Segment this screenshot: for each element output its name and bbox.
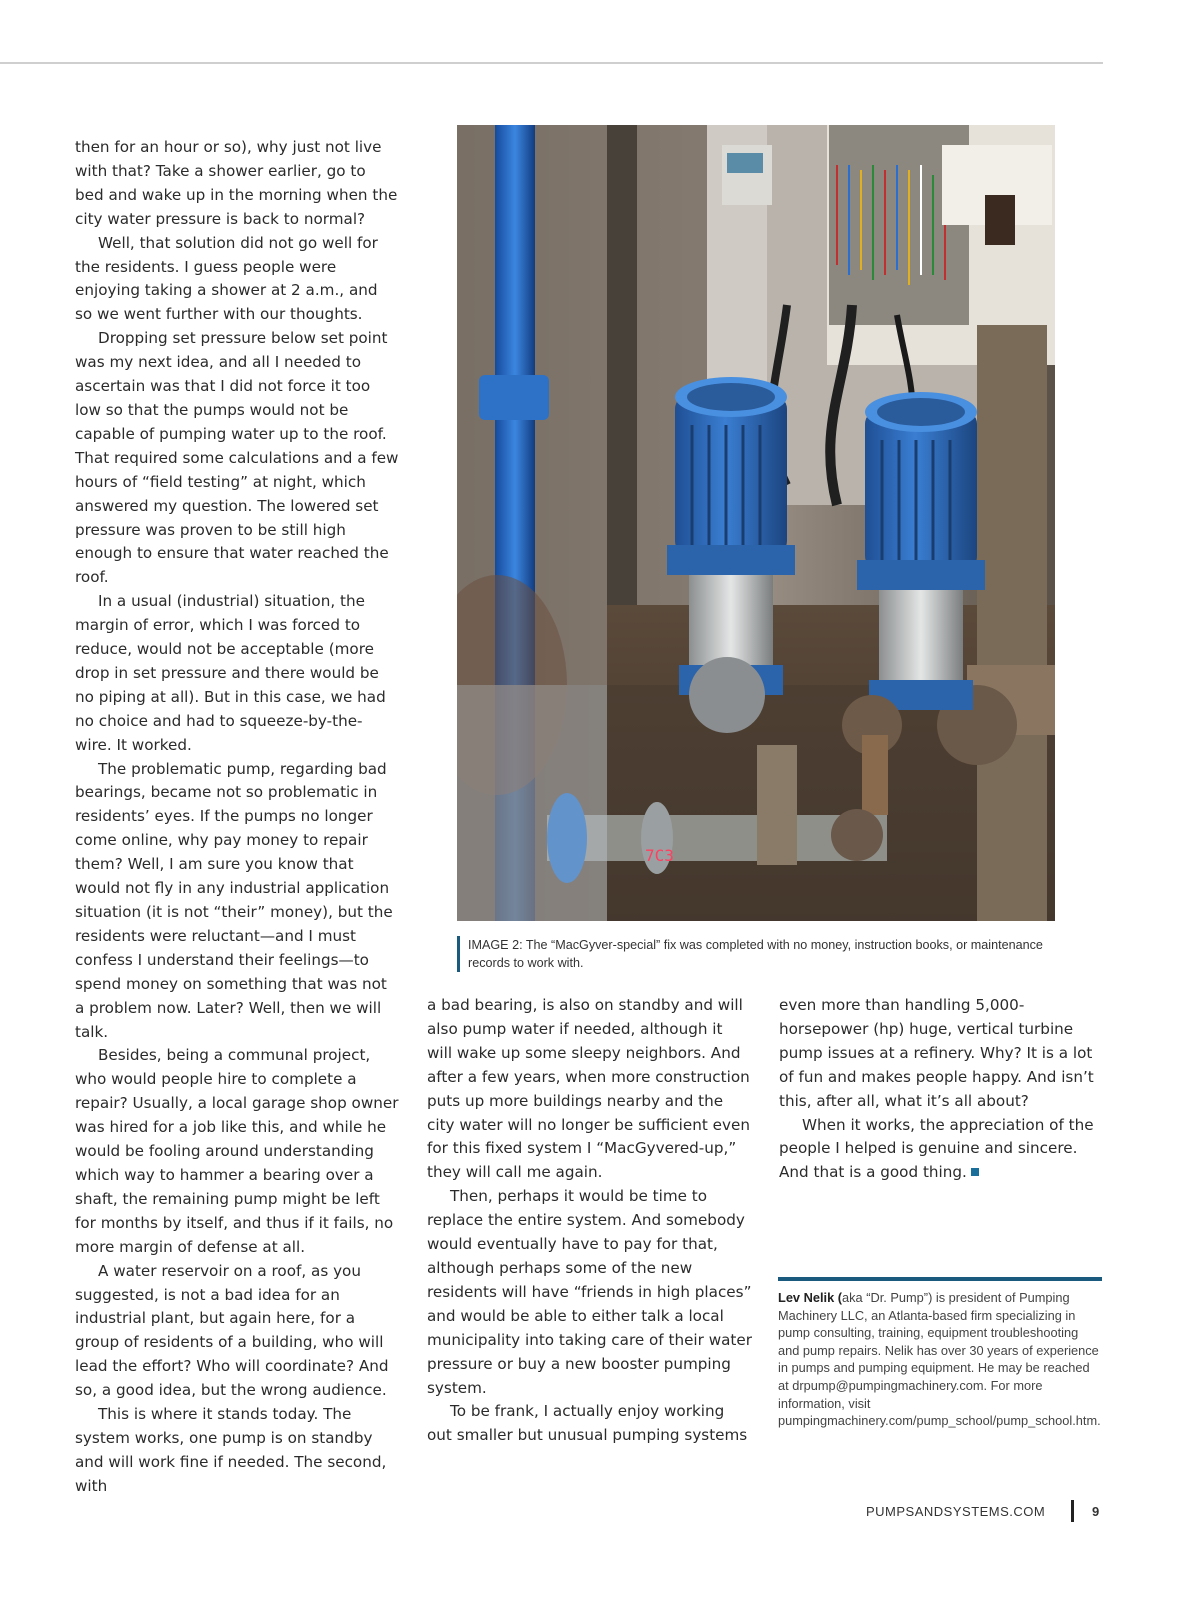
paragraph: then for an hour or so), why just not live with that? Take a shower earlier, go to bed and wake up in the morning when the city water pressure is back to normal? [75,138,398,228]
paragraph: Dropping set pressure below set point was my next idea, and all I needed to ascertain was that I did not force it too low so that the pumps would not be capable of pumping water up to the roof. That required some calculations and a few hours of “field testing” at night, which answered my question. The lowered set pressure was proven to be still high enough to ensure that water reached the roof. [75,329,399,587]
pump-panel-display: 7C3 [645,846,674,865]
author-name: Lev Nelik ( [778,1290,843,1305]
paragraph: In a usual (industrial) situation, the margin of error, which I was forced to reduce, would not be acceptable (more drop in set pressure and there would be no piping at all). But in this case, we had no choice and had to squeeze-by-the-wire. It worked. [75,592,386,754]
author-bio [778,1277,1102,1430]
image-caption: IMAGE 2: The “MacGyver-special” fix was completed with no money, instruction books, or maintenance records to work with. [457,936,1068,972]
article-column-2 [427,994,752,1448]
article-column-3 [779,994,1102,1185]
article-column-1 [75,136,399,1499]
top-rule [0,62,1103,64]
pump-system-photo [457,125,1055,921]
footer-divider [1071,1500,1074,1522]
end-mark-icon [971,1168,979,1176]
paragraph: Besides, being a communal project, who would people hire to complete a repair? Usually, a local garage shop owner was hired for a job like this, and while he would be fooling around understanding which way to hammer a bearing over a shaft, the remaining pump might be left for months by itself, and thus if it fails, no more margin of defense at all. [75,1046,399,1256]
paragraph: The problematic pump, regarding bad bearings, became not so problematic in residents’ eyes. If the pumps no longer come online, why pay money to repair them? Well, I am sure you know that would not fly in any industrial application situation (it is not “their” money), but the residents were reluctant—and I must confess I understand their feelings—to spend money on something that was not a problem now. Later? Well, then we will talk. [75,759,393,1041]
paragraph-text: When it works, the appreciation of the people I helped is genuine and sincere. And that is a good thing. [779,1115,1094,1182]
paragraph: This is where it stands today. The system works, one pump is on standby and will work fine if needed. The second, with [75,1405,387,1495]
paragraph: Well, that solution did not go well for the residents. I guess people were enjoying taking a shower at 2 a.m., and so we went further with our thoughts. [75,233,378,324]
paragraph: even more than handling 5,000-horsepower (hp) huge, vertical turbine pump issues at a refinery. Why? It is a lot of fun and makes people happy. And isn’t this, after all, what it’s all about? [779,996,1094,1110]
paragraph: To be frank, I actually enjoy working out smaller but unusual pumping systems [427,1402,748,1445]
page-footer [860,1500,1105,1524]
author-bio-text: aka “Dr. Pump”) is president of Pumping Machinery LLC, an Atlanta-based firm specializing in pump consulting, training, equipment troubleshooting and pump repairs. Nelik has over 30 years of experience in pumps and pumping equipment. He may be reached at drpump@pumpingmachinery.com. For more information, visit pumpingmachinery.com/pump_school/pump_school.htm. [778,1290,1101,1429]
footer-site: PUMPSANDSYSTEMS.COM [866,1504,1046,1519]
paragraph-final [779,1114,1102,1186]
paragraph: Then, perhaps it would be time to replace the entire system. And somebody would eventually have to pay for that, although perhaps some of the new residents will have “friends in high places” and would be able to either talk a local municipality into taking care of their water pressure or buy a new booster pumping system. [427,1187,752,1397]
paragraph: A water reservoir on a roof, as you suggested, is not a bad idea for an industrial plant, but again here, for a group of residents of a building, who will lead the effort? Who will coordinate? And so, a good idea, but the wrong audience. [75,1261,389,1400]
page-number: 9 [1092,1504,1100,1519]
paragraph: a bad bearing, is also on standby and will also pump water if needed, although it will wake up some sleepy neighbors. And after a few years, when more construction puts up more buildings nearby and the city water will no longer be sufficient even for this fixed system I “MacGyvered-up,” they will call me again. [427,996,750,1182]
